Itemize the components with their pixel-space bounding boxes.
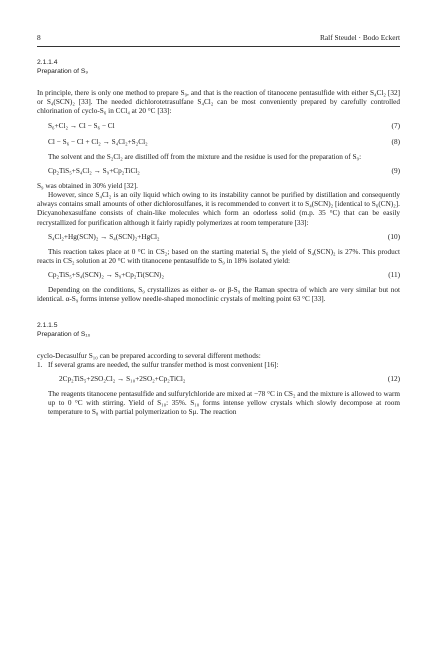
- list-item-continuation: [37, 390, 400, 418]
- running-authors: Ralf Steudel · Bodo Eckert: [319, 33, 400, 42]
- page-body: [37, 58, 400, 418]
- section-gap: [37, 339, 400, 352]
- paragraph: S₉ was obtained in 30% yield [32].: [37, 181, 138, 190]
- equation-8: [37, 137, 400, 149]
- equation-text: S₆+Cl₂ → Cl − S₆ − Cl: [48, 121, 115, 130]
- list-item: [37, 361, 400, 370]
- header-rule: [37, 46, 400, 47]
- paragraph: In principle, there is only one method to prepare S₉, and that is the reaction of titanocene pentasulfide with either S₄Cl₂ [32] or S₄(SCN)₂ [33]. The needed dichlorotetrasulfane S₄Cl₂ can be most conveniently prepared by carefully controlled chlorination of cyclo-S₆ in CCl₄ at 20 °C [33]:: [37, 89, 400, 116]
- equation-number: (12): [387, 375, 400, 384]
- paragraph: Depending on the conditions, S₉ crystallizes as either α- or β-S₉ the Raman spectra of which are very similar but not identical. α-S₉ forms intense yellow needle-shaped monoclinic crystals of melting point 63 °C [33].: [37, 286, 400, 304]
- paragraph: However, since S₄Cl₂ is an oily liquid which owing to its instability cannot be purified by distillation and consequently always contains small amounts of other dichlorosulfanes, it is recommended to convert it to S₄(SCN)₂ [identical to S₆(CN)₂]. Dicyanohexasulfane consists of chain-like molecules which form an odorless solid (m.p. 35 °C) that can be easily recrystallized for purification although it fairly rapidly polymerizes at room temperature [33]:: [37, 191, 400, 227]
- equation-7: [37, 121, 400, 133]
- paragraph: The solvent and the S₂Cl₂ are distilled off from the mixture and the residue is used for the preparation of S₉:: [48, 152, 362, 161]
- equation-text: Cl − S₆ − Cl + Cl₂ → S₄Cl₂+S₂Cl₂: [48, 137, 148, 146]
- section-number: 2.1.1.4: [37, 59, 58, 66]
- equation-10: [37, 232, 400, 244]
- section-number: 2.1.1.5: [37, 321, 58, 329]
- equation-text: 2Cp₂TiS₅+2SO₂Cl₂ → S₁₀+2SO₂+Cp₂TiCl₂: [59, 375, 186, 384]
- list-item-text: The reagents titanocene pentasulfide and sulfurylchloride are mixed at −78 °C in CS₂ and the mixture is allowed to warm up to 0 °C with stirring. Yield of S₁₀: 35%. S₁₀ forms intense yellow crystals which slowly decompose at room temperature to S₈ with partial polymerization to Sμ. The reaction: [48, 390, 400, 417]
- equation-text: Cp₂TiS₅+S₄Cl₂ → S₉+Cp₂TiCl₂: [48, 166, 140, 175]
- equation-number: (7): [391, 121, 400, 130]
- page-number: 8: [37, 33, 41, 42]
- section-title: Preparation of S₉: [37, 68, 88, 75]
- paragraph: cyclo-Decasulfur S₁₀ can be prepared according to several different methods:: [37, 351, 261, 360]
- section-gap: [37, 76, 400, 89]
- equation-12: [37, 374, 400, 386]
- section-title: Preparation of S₁₀: [37, 330, 91, 338]
- equation-text: S₄Cl₂+Hg(SCN)₂ → S₄(SCN)₂+HgCl₂: [48, 232, 160, 241]
- equation-number: (11): [388, 271, 400, 280]
- equation-number: (8): [391, 137, 400, 146]
- paragraph: This reaction takes place at 0 °C in CS₂; based on the starting material S₆ the yield of S₄(SCN)₂ is 27%. This product reacts in CS₂ solution at 20 °C with titanocene pentasulfide to S₉ in 18% isolated yield:: [37, 247, 400, 266]
- equation-number: (10): [387, 232, 400, 241]
- list-item-label: 1.: [37, 360, 43, 369]
- equation-9: [37, 166, 400, 178]
- running-header: [37, 33, 400, 45]
- list-item-text: If several grams are needed, the sulfur transfer method is most convenient [16]:: [48, 360, 279, 369]
- equation-11: [37, 270, 400, 282]
- equation-text: Cp₂TiS₅+S₄(SCN)₂ → S₉+Cp₂Ti(SCN)₂: [48, 271, 165, 280]
- equation-number: (9): [391, 166, 400, 175]
- section-separator: [37, 305, 400, 321]
